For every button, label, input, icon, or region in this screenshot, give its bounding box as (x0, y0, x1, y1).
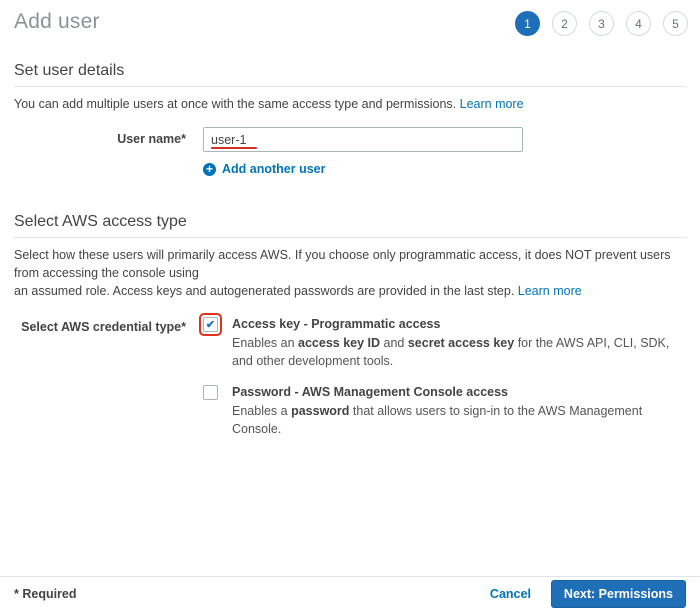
step-2-badge[interactable]: 2 (552, 11, 577, 36)
set-user-details-heading: Set user details (14, 62, 125, 79)
add-another-user-label: Add another user (222, 162, 326, 177)
console-access-title[interactable]: Password - AWS Management Console access (232, 384, 509, 399)
step-indicator (515, 11, 688, 36)
annotation-red-underline (211, 147, 257, 149)
credential-type-label: Select AWS credential type* (21, 319, 186, 334)
console-access-description: Enables a password that allows users to sign-in to the AWS Management Console. (232, 404, 643, 437)
programmatic-access-checkbox[interactable]: ✔ (203, 317, 218, 332)
programmatic-access-title[interactable]: Access key - Programmatic access (232, 316, 441, 331)
username-label: User name* (117, 132, 186, 147)
plus-circle-icon: + (203, 163, 216, 176)
programmatic-access-description: Enables an access key ID and secret access key for the AWS API, CLI, SDK, and other development tools. (232, 335, 670, 368)
console-access-checkbox[interactable] (203, 385, 218, 400)
access-type-heading: Select AWS access type (14, 213, 187, 231)
step-4-badge[interactable]: 4 (626, 11, 651, 36)
username-row (14, 127, 686, 152)
next-permissions-button[interactable]: Next: Permissions (551, 580, 686, 608)
required-note: * Required (14, 586, 77, 601)
access-type-intro-line1: Select how these users will primarily access AWS. If you choose only programmatic access, it does NOT prevent users from accessing the console using (14, 248, 671, 281)
access-type-intro (14, 246, 686, 300)
divider (14, 86, 686, 87)
cancel-button[interactable]: Cancel (489, 586, 531, 601)
learn-more-link-user-details[interactable]: Learn more (459, 97, 524, 111)
add-another-user-button[interactable] (203, 162, 686, 176)
step-1-badge[interactable]: 1 (515, 11, 540, 36)
user-details-intro-text: You can add multiple users at once with the same access type and permissions. (14, 97, 457, 111)
user-details-intro (14, 95, 686, 113)
credential-type-row (14, 315, 686, 452)
wizard-header (0, 0, 700, 36)
divider (14, 237, 686, 238)
option-programmatic-access (203, 315, 680, 370)
learn-more-link-access-type[interactable]: Learn more (517, 284, 582, 299)
step-5-badge[interactable]: 5 (663, 11, 688, 36)
set-user-details-section (0, 62, 700, 176)
wizard-footer (0, 576, 700, 610)
page-title: Add user (14, 10, 100, 33)
step-3-badge[interactable]: 3 (589, 11, 614, 36)
access-type-section (0, 213, 700, 451)
option-console-access (203, 383, 680, 438)
access-type-intro-line2: an assumed role. Access keys and autogenerated passwords are provided in the last step. (14, 284, 515, 299)
